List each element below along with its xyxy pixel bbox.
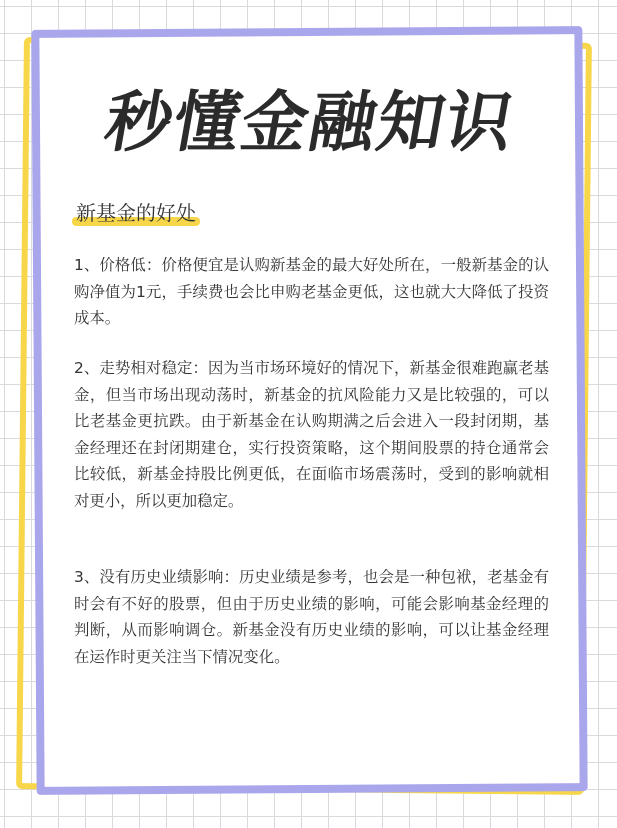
subtitle-block <box>76 200 196 226</box>
paragraph-3: 3、没有历史业绩影响：历史业绩是参考，也会是一种包袱，老基金有时会有不好的股票，但由于历史业绩的影响，可能会影响基金经理的判断，从而影响调仓。新基金没有历史业绩的影响，可以让基金经理在运作时更关注当下情况变化。 <box>74 568 549 666</box>
content-card <box>46 40 574 782</box>
subtitle: 新基金的好处 <box>76 201 196 225</box>
page-title: 秒懂金融知识 <box>99 84 521 161</box>
paragraph-2: 2、走势相对稳定：因为当市场环境好的情况下，新基金很难跑赢老基金，但当市场出现动荡时，新基金的抗风险能力又是比较强的，可以比老基金更抗跌。由于新基金在认购期满之后会进入一段封闭期，基金经理还在封闭期建仓，实行投资策略，这个期间股票的持仓通常会比较低，新基金持股比例更低，在面临市场震荡时，受到的影响就相对更小，所以更加稳定。 <box>74 359 549 510</box>
paragraph-1: 1、价格低：价格便宜是认购新基金的最大好处所在，一般新基金的认购净值为1元，手续费也会比申购老基金更低，这也就大大降低了投资成本。 <box>74 256 549 327</box>
